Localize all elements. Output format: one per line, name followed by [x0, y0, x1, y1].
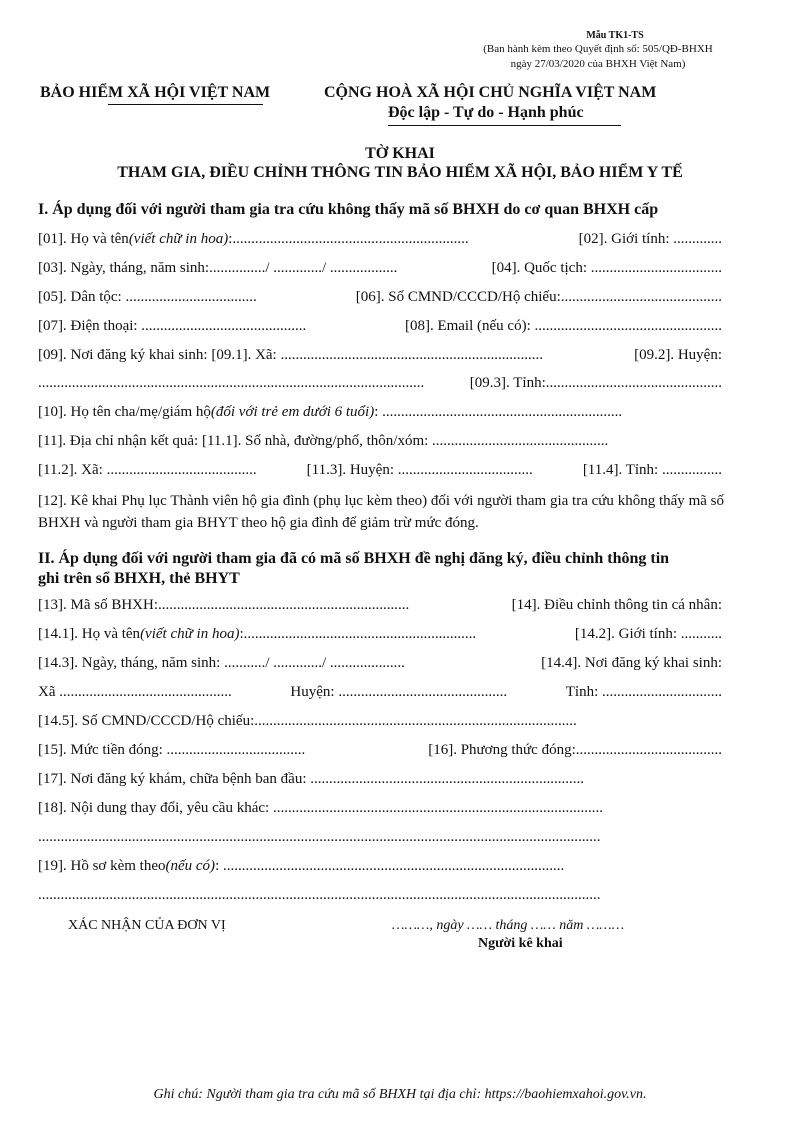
row-14-4-address	[38, 684, 722, 701]
row-11-2-4	[38, 462, 722, 479]
field-01-label: [01]. Họ và tên	[38, 231, 129, 247]
field-11-2-commune[interactable]: [11.2]. Xã: ........................................	[38, 462, 257, 478]
field-10-hint: (đối với trẻ em dưới 6 tuổi)	[210, 404, 375, 420]
field-14-adjust-info: [14]. Điều chỉnh thông tin cá nhân:	[511, 597, 722, 613]
agency-underline	[108, 104, 263, 105]
field-14-1-hint: (viết chữ in hoa)	[140, 626, 240, 642]
row-07-08	[38, 318, 722, 335]
declarant-label: Người kê khai	[478, 936, 563, 951]
field-14-1-dots: :..............................................................	[239, 626, 477, 642]
field-18-changes-requests[interactable]: [18]. Nội dung thay đổi, yêu cầu khác: ........................................................................................	[38, 800, 603, 816]
field-09-3-province[interactable]: [09.3]. Tỉnh:...............................................	[469, 375, 722, 391]
field-19-hint: (nếu có)	[165, 858, 216, 874]
issuance-note-line2: ngày 27/03/2020 của BHXH Việt Nam)	[510, 58, 686, 70]
field-08-email[interactable]: [08]. Email (nếu có): ..................................................	[404, 318, 722, 334]
field-01-full-name[interactable]	[38, 231, 469, 248]
row-14-3-4	[38, 655, 722, 672]
field-19-dots: : ...........................................................................................	[215, 858, 565, 874]
field-01-dots: :...............................................................	[228, 231, 469, 247]
field-15-contribution-amount[interactable]: [15]. Mức tiền đóng: .....................................	[38, 742, 306, 758]
field-02-gender[interactable]: [02]. Giới tính: .............	[578, 231, 722, 247]
row-10	[38, 404, 722, 421]
field-17-initial-clinic[interactable]: [17]. Nơi đăng ký khám, chữa bệnh ban đầu: .........................................................................	[38, 771, 584, 787]
section-2-heading	[38, 549, 669, 589]
row-09-cont	[38, 375, 722, 392]
row-09	[38, 347, 722, 364]
motto-underline	[388, 125, 621, 126]
field-14-3-birth-date[interactable]: [14.3]. Ngày, tháng, năm sinh: .........../ ............./ ....................	[38, 655, 405, 671]
field-09-2-district-value[interactable]: .......................................................................................................	[38, 375, 425, 391]
field-18-continuation[interactable]: ......................................................................................................................................................	[38, 829, 601, 845]
agency-name: BẢO HIỂM XÃ HỘI VIỆT NAM	[40, 84, 271, 101]
field-14-4-province[interactable]: Tỉnh: ................................	[565, 684, 722, 700]
row-18	[38, 800, 722, 817]
field-07-phone[interactable]: [07]. Điện thoại: ............................................	[38, 318, 307, 334]
field-10-dots: : ................................................................	[374, 404, 623, 420]
field-14-5-id-number[interactable]: [14.5]. Số CMND/CCCD/Hộ chiếu:......................................................................................	[38, 713, 577, 729]
field-10-label: [10]. Họ tên cha/mẹ/giám hộ	[38, 404, 211, 420]
field-14-4-commune[interactable]: Xã ..............................................	[38, 684, 232, 700]
field-04-nationality[interactable]: [04]. Quốc tịch: ...................................	[491, 260, 722, 276]
form-code: Mẫu TK1-TS	[586, 30, 644, 41]
field-14-1-label: [14.1]. Họ và tên	[38, 626, 141, 642]
field-01-hint: (viết chữ in hoa)	[128, 231, 229, 247]
field-11-4-province[interactable]: [11.4]. Tỉnh: ................	[582, 462, 722, 478]
row-14-5	[38, 713, 722, 730]
field-14-4-birth-registration: [14.4]. Nơi đăng ký khai sinh:	[541, 655, 722, 671]
row-15-16	[38, 742, 722, 759]
issuance-note-line1: (Ban hành kèm theo Quyết định số: 505/QĐ-BHXH	[483, 43, 713, 55]
field-19-label: [19]. Hồ sơ kèm theo	[38, 858, 166, 874]
republic-name: CỘNG HOÀ XÃ HỘI CHỦ NGHĨA VIỆT NAM	[324, 84, 657, 101]
field-06-id-number[interactable]: [06]. Số CMND/CCCD/Hộ chiếu:...........................................	[355, 289, 722, 305]
national-motto: Độc lập - Tự do - Hạnh phúc	[388, 104, 584, 121]
field-03-birth-date[interactable]: [03]. Ngày, tháng, năm sinh:.............../ ............./ ..................	[38, 260, 398, 276]
field-12-household-appendix: [12]. Kê khai Phụ lục Thành viên hộ gia đình (phụ lục kèm theo) đối với người tham gia tra cứu không thấy mã số BHXH và người tham gia BHYT theo hộ gia đình để giảm trừ mức đóng.	[38, 493, 724, 531]
field-13-social-insurance-code[interactable]: [13]. Mã số BHXH:...................................................................	[38, 597, 410, 613]
field-09-1-commune[interactable]: [09]. Nơi đăng ký khai sinh: [09.1]. Xã: ......................................................................	[38, 347, 543, 363]
field-16-payment-method[interactable]: [16]. Phương thức đóng:.......................................	[428, 742, 722, 758]
unit-confirmation-label: XÁC NHẬN CỦA ĐƠN VỊ	[68, 918, 226, 933]
document-subtitle: THAM GIA, ĐIỀU CHỈNH THÔNG TIN BẢO HIỂM XÃ HỘI, BẢO HIỂM Y TẾ	[117, 164, 683, 181]
field-19-attachments[interactable]	[38, 858, 564, 875]
field-05-ethnicity[interactable]: [05]. Dân tộc: ...................................	[38, 289, 257, 305]
field-19-continuation[interactable]: ......................................................................................................................................................	[38, 887, 601, 903]
field-14-2-gender[interactable]: [14.2]. Giới tính: ...........	[574, 626, 722, 642]
field-11-1-street[interactable]: [11]. Địa chỉ nhận kết quả: [11.1]. Số nhà, đường/phố, thôn/xóm: ...............................................	[38, 433, 609, 449]
section-2-heading-line2: ghi trên sổ BHXH, thẻ BHYT	[38, 570, 240, 587]
field-11-3-district[interactable]: [11.3]. Huyện: ....................................	[306, 462, 533, 478]
row-01-02	[38, 231, 722, 248]
issuance-note	[463, 42, 733, 72]
row-13-14	[38, 597, 722, 614]
field-09-2-district[interactable]: [09.2]. Huyện:	[634, 347, 722, 363]
field-10-guardian[interactable]	[38, 404, 622, 421]
date-line[interactable]: ………, ngày …… tháng …… năm ………	[392, 918, 625, 933]
row-19	[38, 858, 722, 875]
document-title: TỜ KHAI	[365, 145, 435, 162]
footer-note: Ghi chú: Người tham gia tra cứu mã số BHXH tại địa chỉ: https://baohiemxahoi.gov.vn.	[153, 1087, 647, 1102]
row-14-1-2	[38, 626, 722, 643]
row-17	[38, 771, 722, 788]
field-14-4-district[interactable]: Huyện: .............................................	[290, 684, 508, 700]
field-14-1-full-name[interactable]	[38, 626, 476, 643]
row-05-06	[38, 289, 722, 306]
section-1-heading: I. Áp dụng đối với người tham gia tra cứu không thấy mã số BHXH do cơ quan BHXH cấp	[38, 201, 659, 218]
row-11	[38, 433, 722, 450]
section-2-heading-line1: II. Áp dụng đối với người tham gia đã có mã số BHXH đề nghị đăng ký, điều chỉnh thông tin	[38, 550, 670, 567]
row-03-04	[38, 260, 722, 277]
